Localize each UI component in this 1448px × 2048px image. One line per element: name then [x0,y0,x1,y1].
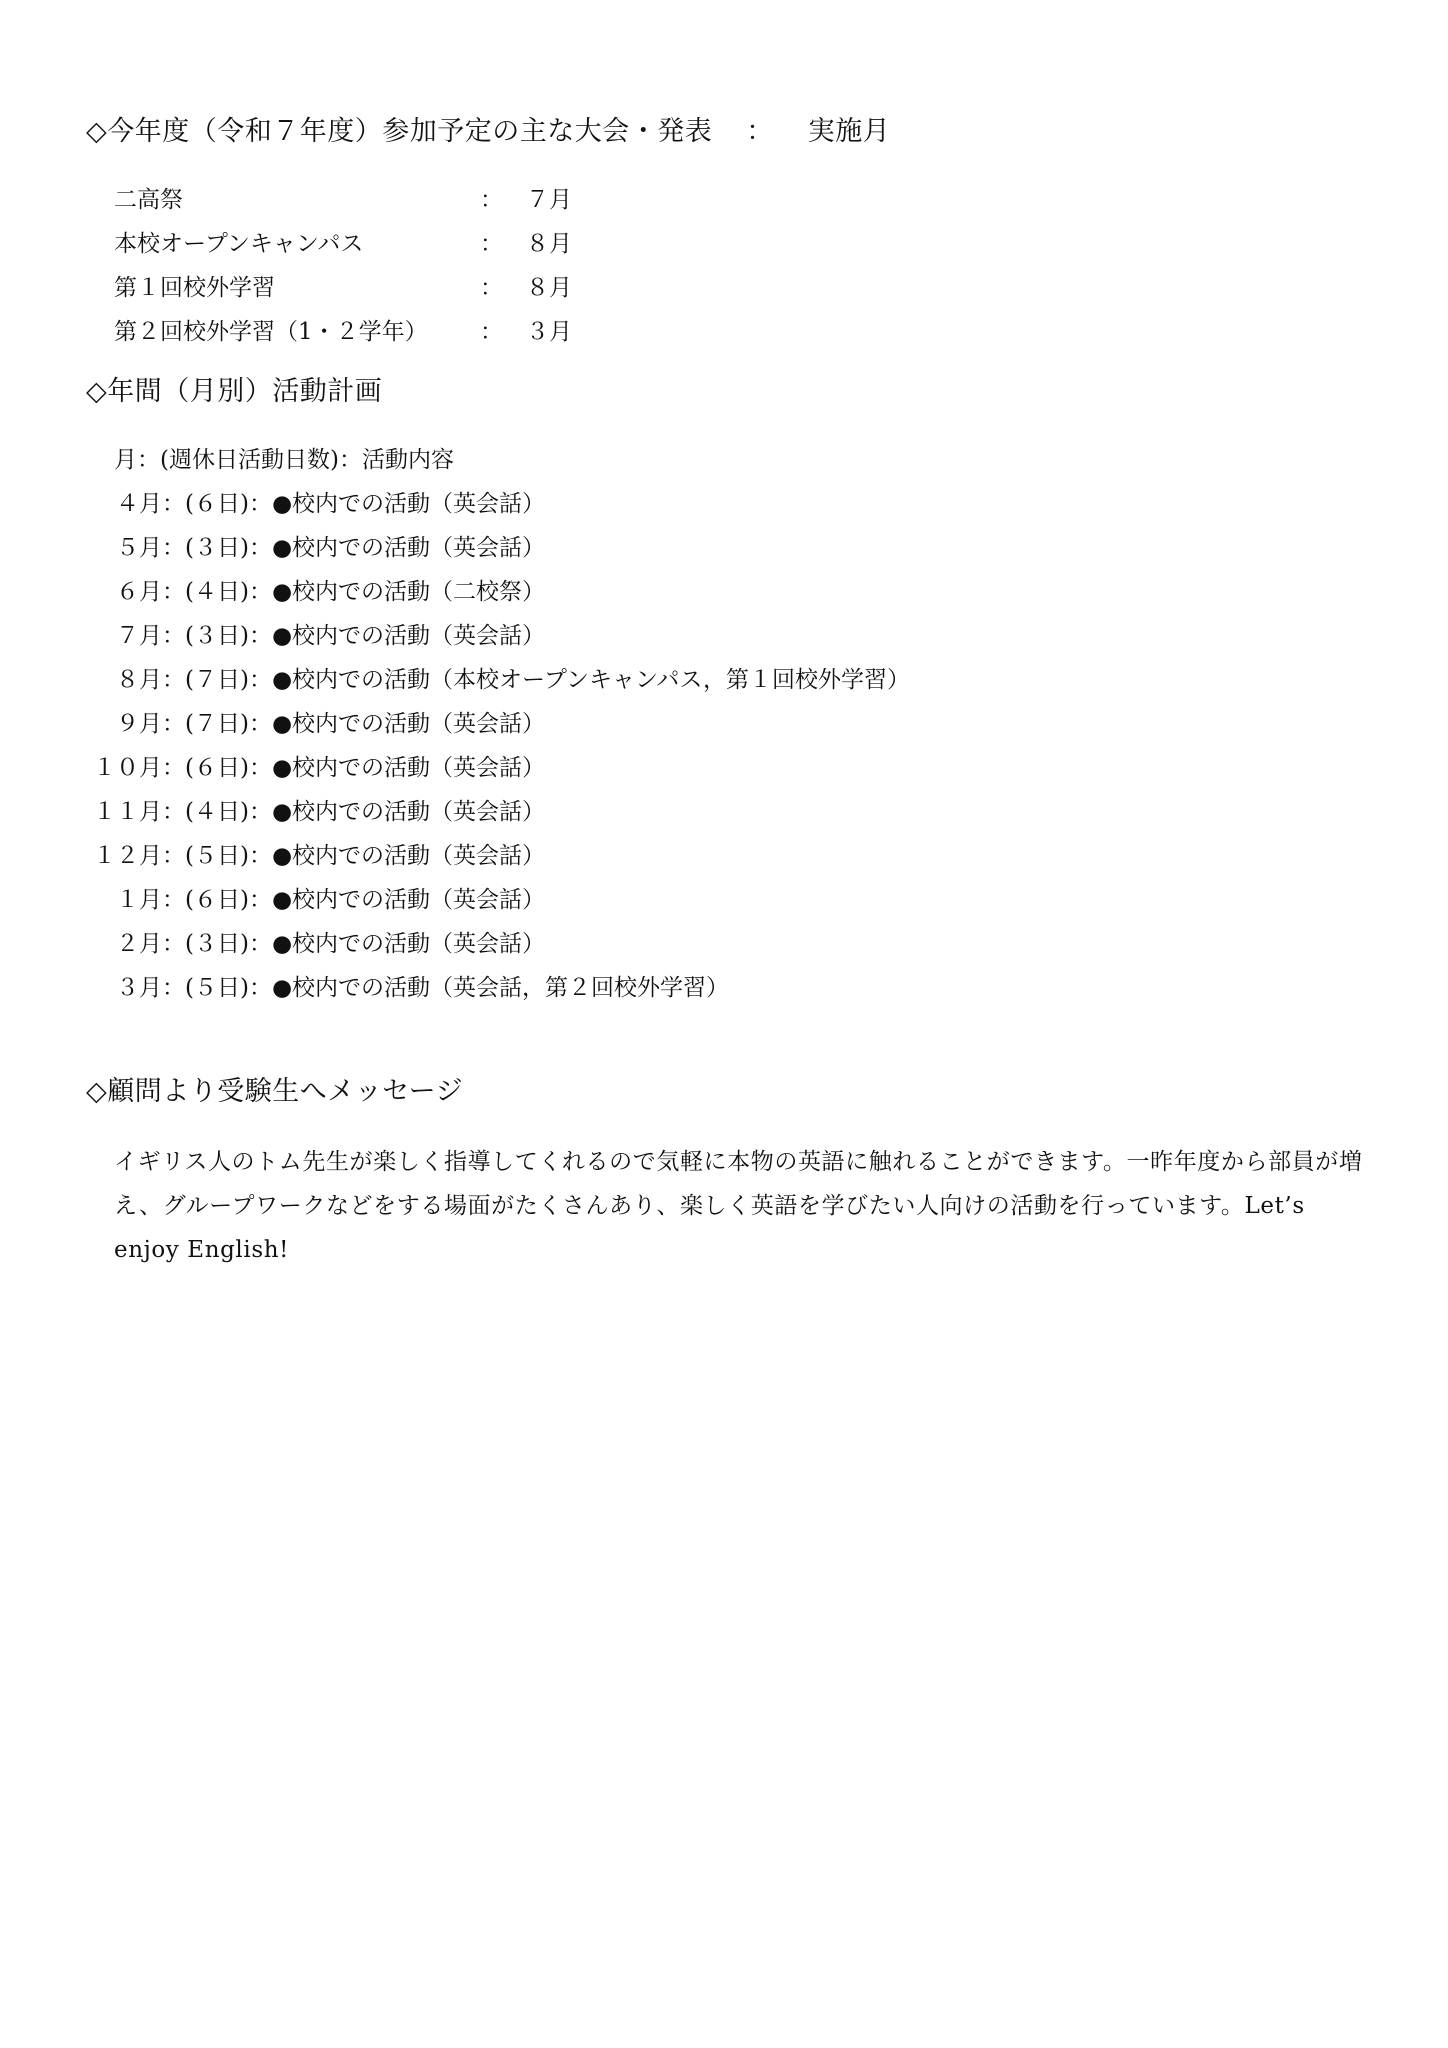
event-colon: ： [480,231,503,257]
plan-heading: ◇年間（月別）活動計画 [86,376,383,407]
plan-row [90,614,1190,658]
event-row [114,222,814,266]
plan-content: ●校内での活動（英会話） [271,535,546,561]
event-month: ８月 [526,275,572,301]
plan-month: １月 [116,887,162,913]
event-row [114,178,814,222]
plan-content: ●校内での活動（英会話，第２回校外学習） [271,975,730,1001]
event-month: ７月 [526,187,572,213]
plan-content: ●校内での活動（英会話） [271,843,546,869]
plan-days: ：(３日)： [162,535,272,561]
plan-list [90,438,1190,1010]
event-name: 第２回校外学習（1・２学年） [114,319,428,345]
plan-days: ：(７日)： [162,711,272,737]
plan-row [90,570,1190,614]
plan-row [90,746,1190,790]
plan-row [90,966,1190,1010]
plan-header: 月：(週休日活動日数)：活動内容 [114,447,454,473]
event-month: ３月 [526,319,572,345]
plan-days: ：(４日)： [162,579,272,605]
plan-month: ４月 [116,491,162,517]
event-colon: ： [480,319,503,345]
plan-month: ２月 [116,931,162,957]
event-colon: ： [480,187,503,213]
plan-row [90,878,1190,922]
plan-days: ：(７日)： [162,667,272,693]
message-heading: ◇顧問より受験生へメッセージ [86,1076,464,1107]
message-body: イギリス人のトム先生が楽しく指導してくれるので気軽に本物の英語に触れることができます。一昨年度から部員が増え、グループワークなどをする場面がたくさんあり、楽しく英語を学びたい人向けの活動を行っています。Let’s enjoy English! [114,1149,1363,1263]
plan-days: ：(３日)： [162,931,272,957]
plan-content: ●校内での活動（英会話） [271,887,546,913]
plan-month: １０月 [93,755,162,781]
plan-row [90,482,1190,526]
plan-month: １２月 [93,843,162,869]
plan-month: ３月 [116,975,162,1001]
plan-month: １１月 [93,799,162,825]
plan-content: ●校内での活動（英会話） [271,799,546,825]
plan-days: ：(５日)： [162,843,272,869]
events-heading-month-label: 実施月 [807,116,891,147]
plan-days: ：(６日)： [162,491,272,517]
plan-row [90,526,1190,570]
events-list [114,178,814,354]
events-heading [86,114,890,150]
plan-days: ：(４日)： [162,799,272,825]
plan-content: ●校内での活動（英会話） [271,491,546,517]
plan-days: ：(３日)： [162,623,272,649]
plan-content: ●校内での活動（本校オープンキャンパス，第１回校外学習） [271,667,911,693]
plan-month: ８月 [116,667,162,693]
event-month: ８月 [526,231,572,257]
event-name: 二高祭 [114,187,183,213]
plan-content: ●校内での活動（英会話） [271,711,546,737]
plan-content: ●校内での活動（英会話） [271,623,546,649]
plan-row [90,834,1190,878]
plan-days: ：(５日)： [162,975,272,1001]
plan-content: ●校内での活動（英会話） [271,931,546,957]
event-row [114,310,814,354]
event-colon: ： [480,275,503,301]
plan-month: ５月 [116,535,162,561]
events-heading-title: ◇今年度（令和７年度）参加予定の主な大会・発表 [86,116,713,147]
plan-month: ７月 [116,623,162,649]
plan-month: ６月 [116,579,162,605]
plan-row [90,790,1190,834]
plan-content: ●校内での活動（英会話） [271,755,546,781]
event-name: 本校オープンキャンパス [114,231,364,257]
plan-month: ９月 [116,711,162,737]
plan-days: ：(６日)： [162,887,272,913]
event-name: 第１回校外学習 [114,275,275,301]
plan-row [90,922,1190,966]
plan-content: ●校内での活動（二校祭） [271,579,546,605]
plan-row [90,702,1190,746]
events-heading-colon: ： [746,116,774,147]
event-row [114,266,814,310]
plan-row [90,658,1190,702]
plan-days: ：(６日)： [162,755,272,781]
